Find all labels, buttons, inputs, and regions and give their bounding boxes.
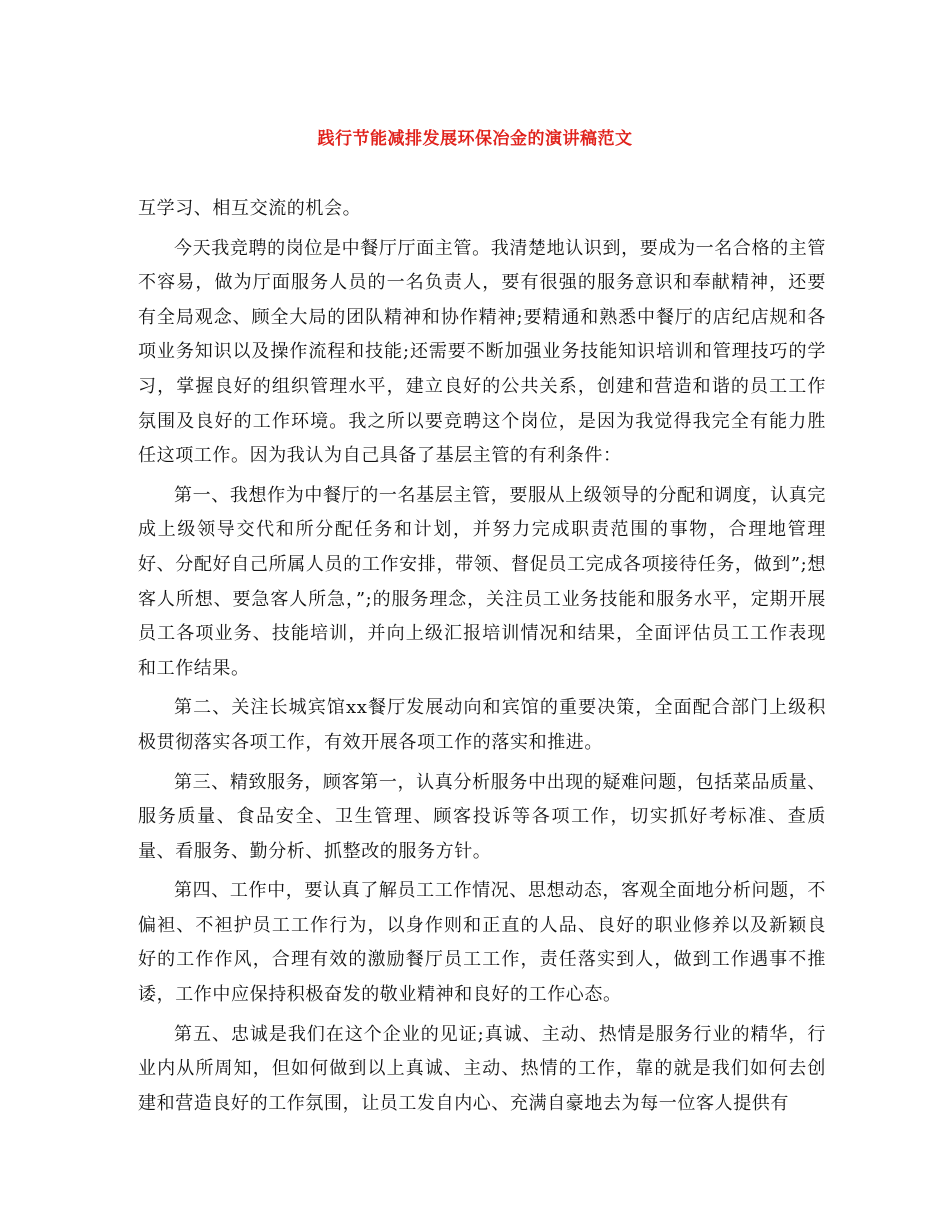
paragraph-position-intro: 今天我竞聘的岗位是中餐厅厅面主管。我清楚地认识到，要成为一名合格的主管不容易，做为厅面服务人员的一名负责人，要有很强的服务意识和奉献精神，还要有全局观念、顾全大局的团队精神和协作精神;要精通和熟悉中餐厅的店纪店规和各项业务知识以及操作流程和技能;还需要不断加强业务技能知识培训和管理技巧的学习，掌握良好的组织管理水平，建立良好的公共关系，创建和营造和谐的员工工作氛围及良好的工作环境。我之所以要竞聘这个岗位，是因为我觉得我完全有能力胜任这项工作。因为我认为自己具备了基层主管的有利条件： — [138, 237, 826, 467]
paragraph-point-five: 第五、忠诚是我们在这个企业的见证;真诚、主动、热情是服务行业的精华，行业内从所周知，但如何做到以上真诚、主动、热情的工作，靠的就是我们如何去创建和营造良好的工作氛围，让员工发自内心、充满自豪地去为每一位客人提供有 — [138, 1023, 826, 1114]
paragraph-point-four: 第四、工作中，要认真了解员工工作情况、思想动态，客观全面地分析问题，不偏袒、不袒护员工工作行为，以身作则和正直的人品、良好的职业修养以及新颖良好的工作作风，合理有效的激励餐厅员工工作，责任落实到人，做到工作遇事不推诿，工作中应保持积极奋发的敬业精神和良好的工作心态。 — [138, 880, 826, 1006]
paragraph-point-two: 第二、关注长城宾馆xx餐厅发展动向和宾馆的重要决策，全面配合部门上级积极贯彻落实各项工作，有效开展各项工作的落实和推进。 — [138, 697, 826, 753]
document-title: 践行节能减排发展环保冶金的演讲稿范文 — [317, 129, 633, 149]
paragraph-continuation: 互学习、相互交流的机会。 — [138, 198, 362, 219]
paragraph-point-three: 第三、精致服务，顾客第一，认真分析服务中出现的疑难问题，包括菜品质量、服务质量、食品安全、卫生管理、顾客投诉等各项工作，切实抓好考标准、查质量、看服务、勤分析、抓整改的服务方针。 — [138, 771, 826, 862]
document-body — [138, 192, 826, 1126]
paragraph-point-one: 第一、我想作为中餐厅的一名基层主管，要服从上级领导的分配和调度，认真完成上级领导交代和所分配任务和计划，并努力完成职责范围的事物，合理地管理好、分配好自己所属人员的工作安排，带领、督促员工完成各项接待任务，做到”;想客人所想、要急客人所急，”;的服务理念，关注员工业务技能和服务水平，定期开展员工各项业务、技能培训，并向上级汇报培训情况和结果，全面评估员工工作表现和工作结果。 — [138, 484, 826, 679]
